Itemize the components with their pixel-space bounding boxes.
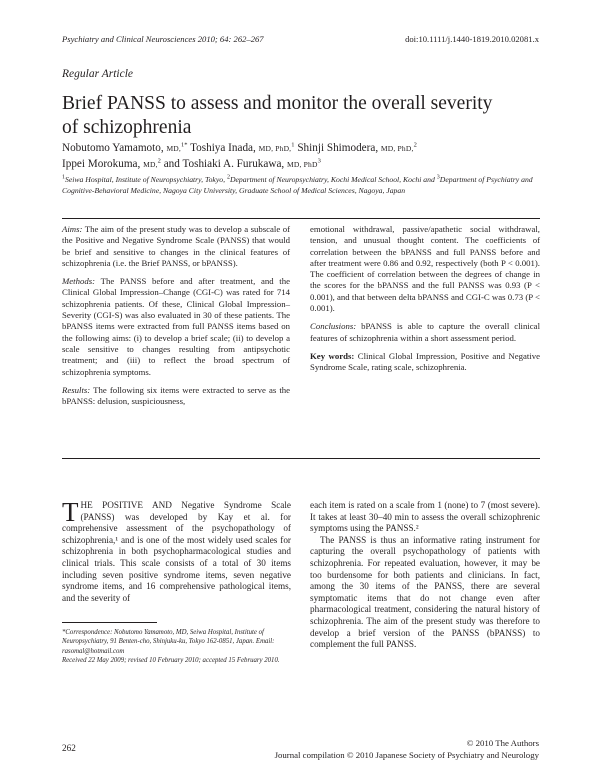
author-affil-mark: 2	[157, 156, 161, 164]
dropcap: T	[62, 497, 79, 527]
affil-number: 1	[62, 174, 65, 181]
author-name: and Toshiaki A. Furukawa,	[163, 157, 285, 170]
copyright-journal: Journal compilation © 2010 Japanese Society of Psychiatry and Neurology	[274, 750, 539, 760]
affil-number: 3	[436, 174, 440, 181]
abstract-results	[62, 385, 290, 408]
affil-text: Department of Neuropsychiatry, Kochi Medical School, Kochi and	[229, 175, 437, 184]
abstract-results-cont: emotional withdrawal, passive/apathetic social withdrawal, tension, and unusual thought content. The coefficients of correlation between the bPANSS and full PANSS before and after treatment were 0.86 and 0.92, respectively (both P < 0.001). The coefficient of correlation between the degrees of change in the scores for the bPANSS and the full PANSS was 0.93 (P < 0.001), and that between delta bPANSS and CGI-C was 0.73 (P < 0.001).	[310, 224, 540, 314]
methods-label: Methods:	[62, 276, 96, 287]
page-number: 262	[62, 743, 76, 753]
conclusions-text: bPANSS is able to capture the overall clinical features of schizophrenia within a short assessment period.	[310, 321, 540, 343]
results-text: The following six items were extracted to serve as the bPANSS: delusion, suspiciousness,	[62, 384, 291, 407]
author-affil-mark: 3	[317, 156, 321, 164]
body-left-column	[62, 497, 291, 604]
body-right-column	[310, 500, 540, 651]
aims-label: Aims:	[62, 224, 83, 234]
author-affil-mark: 2	[413, 141, 417, 149]
author-list	[62, 141, 542, 172]
author-degrees: MD, PhD,	[258, 144, 292, 153]
correspondence-note: *Correspondence: Nobutomo Yamamoto, MD, Seiwa Hospital, Institute of Neuropsychiatry, 91 Benten-cho, Shinjuku-ku, Tokyo 162-0851, Japan. Email: rasomal@hotmail.com	[62, 629, 275, 655]
footnote	[62, 628, 290, 666]
intro-paragraph-2: The PANSS is thus an informative rating instrument for capturing the overall psychopathology of patients with schizophrenia. For repeated evaluation, however, it may be too burdensome for both patients and clinicians. In fact, among the 30 items of the PANSS, there are several symptomatic items that do not change even after pharmacological treatment, considering the natural history of schizophrenia. The aim of the present study was therefore to develop a brief version of the PANSS (bPANSS) to complement the full PANSS.	[310, 534, 540, 650]
keywords-text: Clinical Global Impression, Positive and Negative Syndrome Scale, rating scale, schizophrenia.	[310, 350, 540, 373]
intro-paragraph	[62, 497, 291, 604]
doi-link[interactable]: doi:10.1111/j.1440-1819.2010.02081.x	[405, 34, 539, 44]
author-name: Shinji Shimodera,	[297, 142, 379, 154]
keywords-label: Key words:	[310, 350, 355, 361]
abstract-top-rule	[62, 218, 540, 219]
copyright-authors: © 2010 The Authors	[466, 738, 539, 748]
affil-text: Seiwa Hospital, Institute of Neuropsychiatry, Tokyo,	[65, 175, 227, 184]
footnote-rule	[62, 622, 157, 623]
affil-number: 2	[226, 174, 230, 181]
abstract-left-column	[62, 224, 290, 414]
abstract-aims	[62, 224, 290, 269]
aims-text: The aim of the present study was to develop a subscale of the Positive and Negative Syndrome Scale (PANSS) that would be brief and sensitive to changes in the clinical features of schizophrenia (i.e. the Brief PANSS, or bPANSS).	[62, 224, 291, 268]
author-degrees: MD,	[166, 144, 181, 153]
author-affil-mark: 1	[291, 141, 295, 149]
abstract-bottom-rule	[62, 458, 540, 459]
author-degrees: MD, PhD	[287, 159, 318, 169]
affil-text: Department of Psychiatry and Cognitive-Behavioral Medicine, Nagoya City University, Graduate School of Medical Sciences, Nagoya, Japan	[62, 175, 533, 195]
abstract-right-column	[310, 224, 540, 381]
journal-citation: Psychiatry and Clinical Neurosciences 2010; 64: 262–267	[62, 34, 264, 44]
abstract-conclusions	[310, 321, 540, 344]
received-dates: Received 22 May 2009; revised 10 February 2010; accepted 15 February 2010.	[62, 657, 280, 665]
conclusions-label: Conclusions:	[310, 321, 357, 332]
methods-text: The PANSS before and after treatment, and the Clinical Global Impression–Change (CGI-C) was rated for 714 schizophrenia patients. Of these, Clinical Global Impression–Severity (CGI-S) was also evaluated in 30 of these patients. The bPANSS items were extracted from full PANSS items based on the following aims: (i) to develop a brief scale; (ii) to develop a scale sensitive to changes resulting from antipsychotic treatment; and (iii) to reflect the broad spectrum of schizophrenia symptoms.	[62, 276, 290, 377]
author-name: Nobutomo Yamamoto,	[62, 142, 164, 154]
author-name: Toshiya Inada,	[190, 142, 256, 154]
article-type: Regular Article	[62, 68, 134, 80]
keywords	[310, 351, 540, 374]
results-label: Results:	[62, 384, 91, 395]
author-name: Ippei Morokuma,	[62, 157, 141, 170]
author-degrees: MD,	[143, 159, 158, 169]
intro-paragraph-cont: each item is rated on a scale from 1 (none) to 7 (most severe). It takes at least 30–40 min to assess the overall schizophrenic symptoms using the PANSS.²	[310, 500, 540, 534]
author-affil-mark: 1*	[181, 141, 188, 149]
article-title: Brief PANSS to assess and monitor the overall severity of schizophrenia	[62, 93, 493, 138]
intro-text: HE POSITIVE AND Negative Syndrome Scale (PANSS) was developed by Kay et al. for comprehensive assessment of the psychopathology of schizophrenia,¹ and is one of the most widely used scales for schizophrenia in both psychopharmacological studies and clinical trials. This scale consists of a total of 30 items including seven positive syndrome items, seven negative syndrome items, and 16 comprehensive pathological items, and the severity of	[62, 500, 291, 603]
affiliations	[62, 174, 542, 196]
author-degrees: MD, PhD,	[380, 144, 414, 153]
abstract-methods	[62, 276, 290, 378]
